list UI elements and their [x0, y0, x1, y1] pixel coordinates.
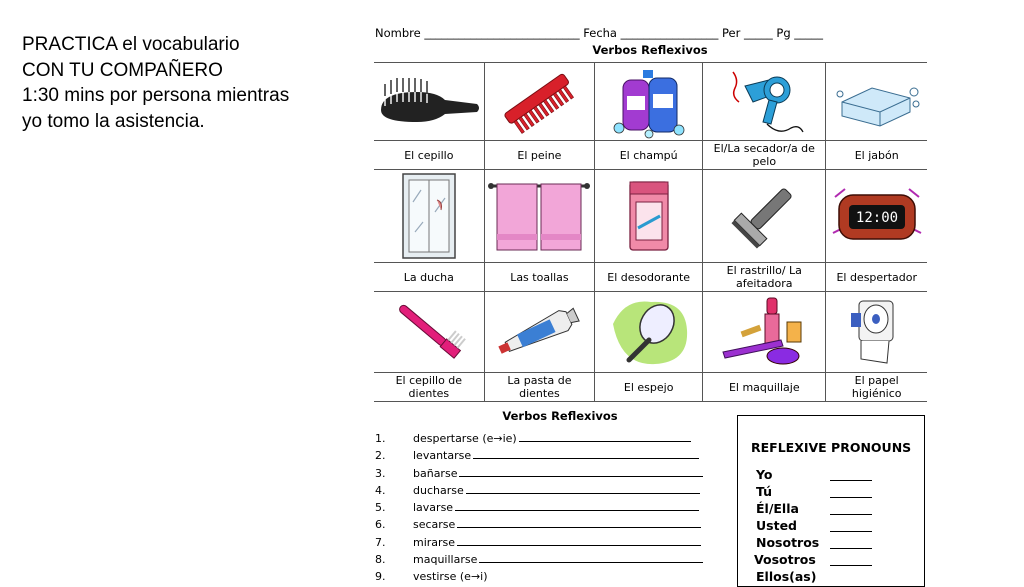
vocab-label: El cepillo de dientes: [374, 373, 484, 402]
pronoun-row: Él/Ella: [756, 500, 916, 517]
pronoun-row: Usted: [756, 517, 916, 534]
vocab-label: El maquillaje: [703, 373, 826, 402]
instruction-line: CON TU COMPAÑERO: [22, 59, 223, 81]
vocab-label: El jabón: [826, 141, 927, 170]
pronouns-title: REFLEXIVE PRONOUNS: [751, 440, 912, 455]
name-date-period-line: Nombre ___________________________ Fecha _________________ Per _____ Pg _____: [375, 26, 824, 40]
shampoo-icon: [595, 63, 703, 141]
worksheet-title: Verbos Reflexivos: [592, 43, 708, 57]
vocab-label: El desodorante: [595, 263, 703, 292]
vocab-label: El champú: [595, 141, 703, 170]
vocab-label: El rastrillo/ La afeitadora: [703, 263, 826, 292]
hairbrush-icon: [374, 63, 484, 141]
vocab-label: La ducha: [374, 263, 484, 292]
deodorant-icon: [595, 170, 703, 263]
reflexive-pronouns-box: [737, 415, 925, 587]
vocab-label: Las toallas: [484, 263, 594, 292]
razor-icon: [703, 170, 826, 263]
toilet-paper-icon: [826, 292, 927, 373]
clock-display: 12:00: [855, 210, 898, 226]
makeup-icon: [703, 292, 826, 373]
vocab-grid: [374, 62, 927, 402]
vocab-label: El/La secador/a de pelo: [703, 141, 826, 170]
instructions: [22, 32, 289, 134]
toothpaste-icon: [484, 292, 594, 373]
vocab-label: El despertador: [826, 263, 927, 292]
vocab-label: La pasta de dientes: [484, 373, 594, 402]
pronoun-row: Yo: [756, 466, 916, 483]
shower-icon: [374, 170, 484, 263]
hair-dryer-icon: [703, 63, 826, 141]
vocab-label: El espejo: [595, 373, 703, 402]
instruction-line: PRACTICA el vocabulario: [22, 34, 240, 55]
pronoun-row: Ellos(as): [756, 569, 817, 584]
instruction-line: yo tomo la asistencia.: [22, 110, 205, 132]
verbs-section-title: Verbos Reflexivos: [502, 409, 618, 423]
pronoun-row: Nosotros: [756, 534, 916, 551]
alarm-clock-icon: [826, 170, 927, 263]
vocab-label: El papel higiénico: [826, 373, 927, 402]
worksheet: Nombre ___________________________ Fecha _________________ Per _____ Pg _____ Verbos Reflexivos El cepillo El peine El champú El/La secador/a de pelo El jabón 12:00 La ducha Las toallas El desodorante El rastrillo/ La afeitadora El despertador El cepillo de dientes La pasta de dientes El espejo El maquillaje El papel higiénico Verbos Reflexivos 1. despertarse (e→ie) 2. levantarse 3. bañarse 4. ducharse 5. lavarse 6. secarse 7. mirarse 8. maquillarse 9. vestirse (e→i) REFLEXIVE PRONOUNS Yo Tú Él/Ella Usted Nosotros Vosotros Ellos(as): [372, 0, 928, 576]
vocab-label: El cepillo: [374, 141, 484, 170]
pronoun-row: Vosotros: [754, 551, 914, 568]
towels-icon: [484, 170, 594, 263]
soap-icon: [826, 63, 927, 141]
pronoun-row: Tú: [756, 483, 916, 500]
instruction-line: 1:30 mins por persona mientras: [22, 85, 290, 106]
comb-icon: [484, 63, 594, 141]
toothbrush-icon: [374, 292, 484, 373]
vocab-label: El peine: [484, 141, 594, 170]
mirror-icon: [595, 292, 703, 373]
